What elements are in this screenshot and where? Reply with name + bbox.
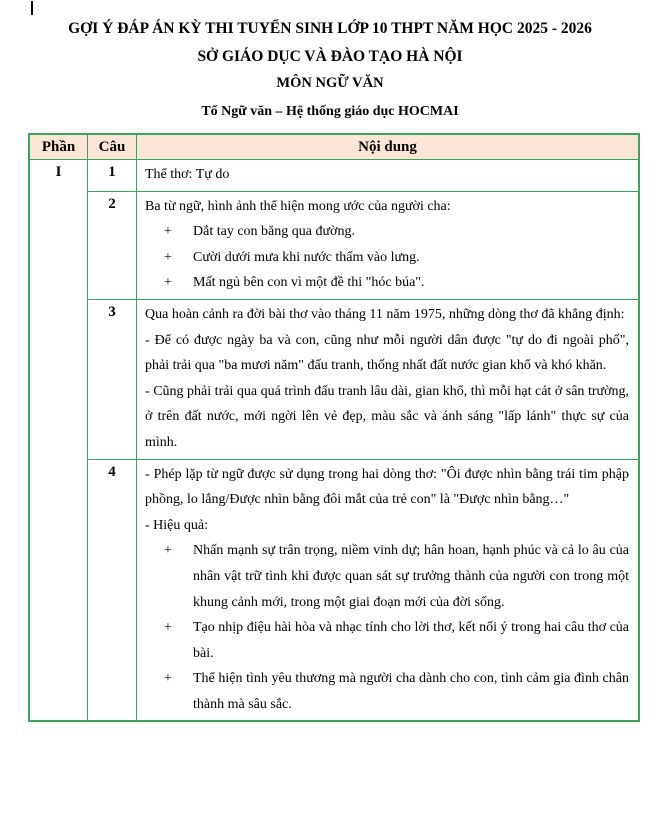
- column-header-cau: Câu: [88, 134, 137, 160]
- answer-row: [29, 160, 639, 192]
- bullet-item: [145, 615, 629, 666]
- part-cell: I: [29, 160, 88, 722]
- answer-table-header: [29, 134, 639, 160]
- answer-row: [29, 191, 639, 299]
- answer-row: [29, 459, 639, 721]
- header-row: [29, 134, 639, 160]
- content-cell: [137, 299, 640, 459]
- answer-row: [29, 299, 639, 459]
- bullet-plus-marker: +: [164, 543, 172, 559]
- document-header: [0, 0, 660, 125]
- bullet-plus-marker: +: [164, 224, 172, 240]
- bullet-item: [145, 666, 629, 717]
- content-paragraph: - Để có được ngày ba và con, cũng như mỗi người dân được "tự do đi ngoài phố", phải trải qua "ba mươi năm" đấu tranh, thống nhất đất nước gian khổ và khó khăn.: [145, 332, 629, 374]
- question-number-cell: 4: [88, 459, 137, 721]
- question-number-cell: 1: [88, 160, 137, 192]
- content-cell: [137, 160, 640, 192]
- bullet-text: Dắt tay con băng qua đường.: [193, 224, 355, 240]
- answer-table-body: [29, 160, 639, 722]
- bullet-item: [145, 538, 629, 615]
- bullet-text: Cười dưới mưa khi nước thấm vào lưng.: [193, 249, 420, 265]
- bullet-text: Nhấn mạnh sự trân trọng, niềm vinh dự; hân hoan, hạnh phúc và cả lo âu của nhân vật trữ tình khi được quan sát sự trưởng thành của người con trong một khung cảnh mới, trong một giai đoạn mới của đời sống.: [193, 543, 629, 610]
- column-header-noidung: Nội dung: [137, 134, 640, 160]
- content-paragraph: - Phép lặp từ ngữ được sử dụng trong hai dòng thơ: "Ôi được nhìn bằng trái tim phập phồng, lo lắng/Được nhìn bằng đôi mắt của trẻ con" là "Được nhìn bằng…": [145, 466, 629, 508]
- content-paragraph: Thể thơ: Tự do: [145, 167, 230, 182]
- document-subtitle-subject: MÔN NGỮ VĂN: [276, 75, 384, 91]
- bullet-plus-marker: +: [164, 671, 172, 687]
- content-paragraph: Qua hoàn cảnh ra đời bài thơ vào tháng 11 năm 1975, những dòng thơ đã khẳng định:: [145, 306, 625, 322]
- content-cell: [137, 191, 640, 299]
- bullet-plus-marker: +: [164, 275, 172, 291]
- content-paragraph: - Cũng phải trải qua quá trình đấu tranh lâu dài, gian khổ, thì mỗi hạt cát ở sân trường, ở trên đất nước, mới ngời lên vẻ đẹp, màu sắc và ánh sáng "lấp lánh" thực sự của mình.: [145, 383, 629, 450]
- text-cursor: [31, 1, 33, 15]
- document-title: GỢI Ý ĐÁP ÁN KỲ THI TUYỂN SINH LỚP 10 THPT NĂM HỌC 2025 - 2026: [68, 20, 592, 37]
- column-header-phan: Phần: [29, 134, 88, 160]
- question-number-cell: 2: [88, 191, 137, 299]
- document-subtitle-organization: Tổ Ngữ văn – Hệ thống giáo dục HOCMAI: [201, 103, 459, 119]
- content-paragraph: Ba từ ngữ, hình ảnh thể hiện mong ước của người cha:: [145, 198, 451, 214]
- bullet-text: Mất ngủ bên con vì một đề thi "hóc búa".: [193, 275, 425, 291]
- bullet-plus-marker: +: [164, 620, 172, 636]
- content-paragraph: - Hiệu quả:: [145, 517, 208, 533]
- bullet-item: [145, 270, 629, 296]
- bullet-text: Tạo nhịp điệu hài hòa và nhạc tính cho lời thơ, kết nối ý trong hai câu thơ của bài.: [193, 620, 629, 661]
- answer-key-table: [28, 133, 640, 722]
- question-number-cell: 3: [88, 299, 137, 459]
- document-subtitle-department: SỞ GIÁO DỤC VÀ ĐÀO TẠO HÀ NỘI: [197, 47, 463, 65]
- bullet-item: [145, 219, 629, 245]
- content-cell: [137, 459, 640, 721]
- bullet-item: [145, 245, 629, 271]
- bullet-plus-marker: +: [164, 249, 172, 265]
- bullet-text: Thể hiện tình yêu thương mà người cha dành cho con, tình cảm gia đình chân thành mà sâu sắc.: [193, 671, 629, 712]
